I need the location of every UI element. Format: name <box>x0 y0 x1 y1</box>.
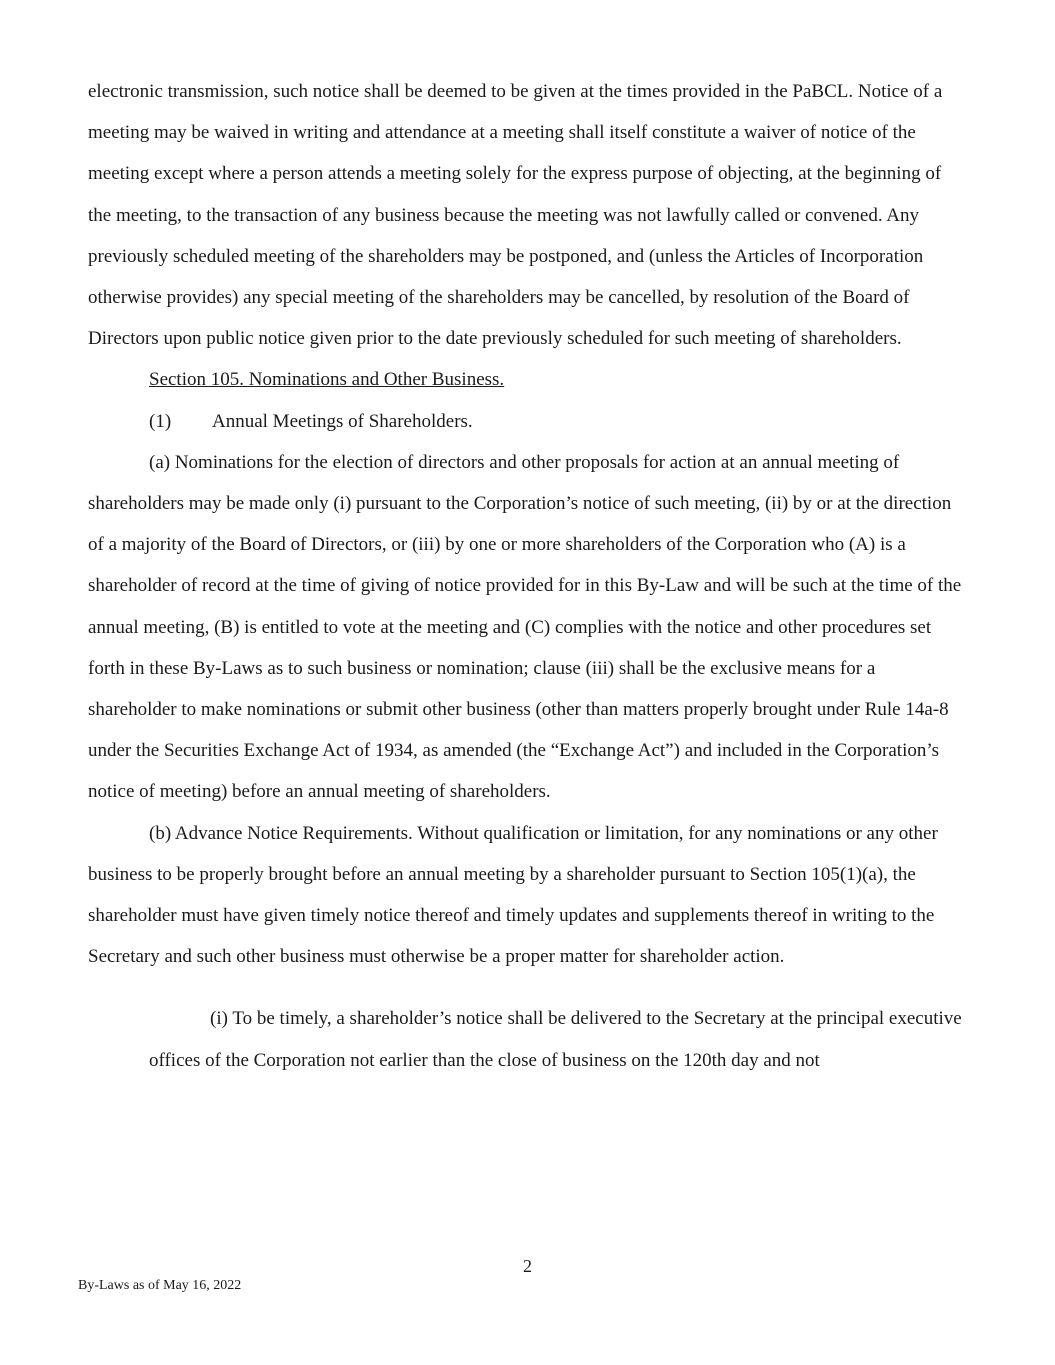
subsection-number: (1) <box>149 410 172 432</box>
subsection-title: Annual Meetings of Shareholders. <box>212 410 473 432</box>
paragraph-b-i-block <box>88 998 966 1080</box>
paragraph-b-i: (i) To be timely, a shareholder’s notice shall be delivered to the Secretary at the principal executive offices of the Corporation not earlier than the close of business on the 120th day and not <box>149 1008 962 1071</box>
paragraph-continuation: electronic transmission, such notice shall be deemed to be given at the times provided in the PaBCL. Notice of a meeting may be waived in writing and attendance at a meeting shall itself constitute a waiver of notice of the meeting except where a person attends a meeting solely for the express purpose of objecting, at the beginning of the meeting, to the transaction of any business because the meeting was not lawfully called or convened. Any previously scheduled meeting of the shareholders may be postponed, and (unless the Articles of Incorporation otherwise provides) any special meeting of the shareholders may be cancelled, by resolution of the Board of Directors upon public notice given prior to the date previously scheduled for such meeting of shareholders. <box>88 81 943 350</box>
document-body <box>88 71 966 1081</box>
paragraph-a: (a) Nominations for the election of directors and other proposals for action at an annual meeting of shareholders may be made only (i) pursuant to the Corporation’s notice of such meeting, (ii) by or at the direction of a majority of the Board of Directors, or (iii) by one or more shareholders of the Corporation who (A) is a shareholder of record at the time of giving of notice provided for in this By-Law and will be such at the time of the annual meeting, (B) is entitled to vote at the meeting and (C) complies with the notice and other procedures set forth in these By-Laws as to such business or nomination; clause (iii) shall be the exclusive means for a shareholder to make nominations or submit other business (other than matters properly brought under Rule 14a-8 under the Securities Exchange Act of 1934, as amended (the “Exchange Act”) and included in the Corporation’s notice of meeting) before an annual meeting of shareholders. <box>88 451 962 803</box>
footer-text: By-Laws as of May 16, 2022 <box>78 1278 242 1293</box>
page-number: 2 <box>523 1256 532 1276</box>
paragraph-b: (b) Advance Notice Requirements. Without qualification or limitation, for any nominations or any other business to be properly brought before an annual meeting by a shareholder pursuant to Section 105(1)(a), the shareholder must have given timely notice thereof and timely updates and supplements thereof in writing to the Secretary and such other business must otherwise be a proper matter for shareholder action. <box>88 822 938 968</box>
subsection-heading <box>88 401 966 442</box>
section-heading: Section 105. Nominations and Other Business. <box>149 369 505 391</box>
